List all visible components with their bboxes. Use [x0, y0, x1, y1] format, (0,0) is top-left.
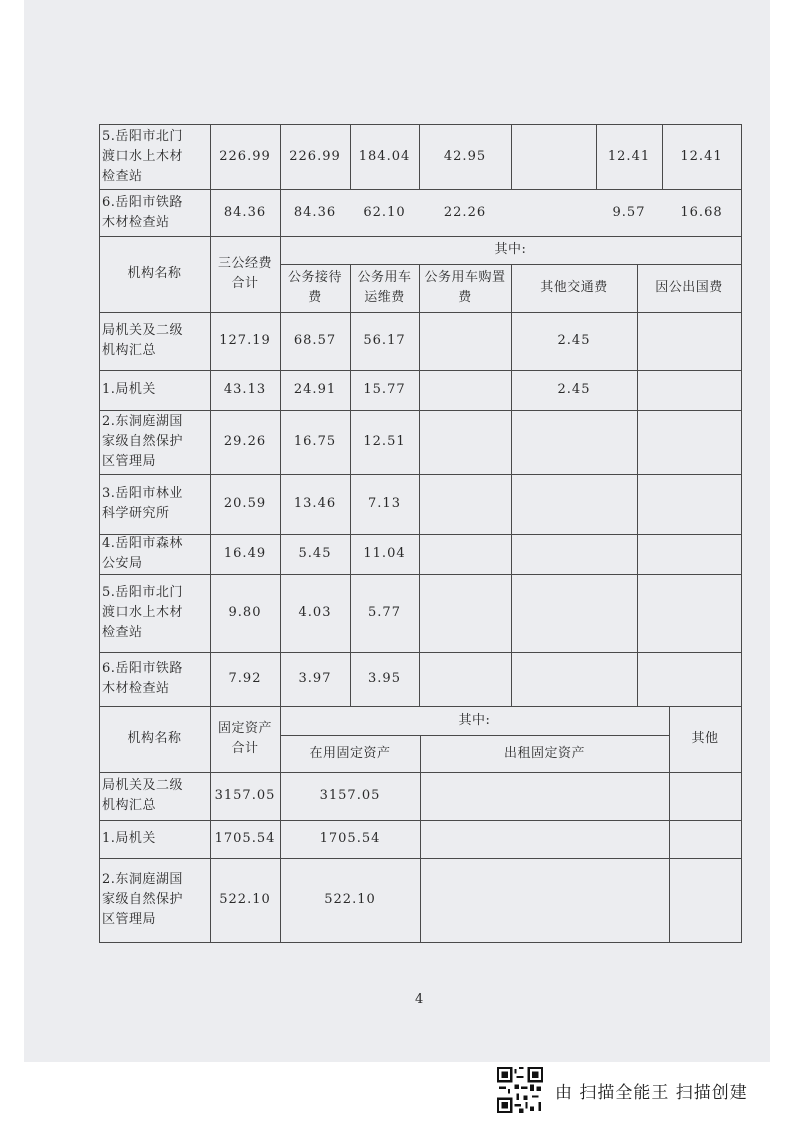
header-vehicle-purchase: 公务用车购置 费 [424, 270, 506, 305]
value-cell: 43.13 [223, 382, 267, 397]
value-cell: 522.10 [219, 892, 271, 907]
value-cell: 4.03 [298, 605, 332, 620]
header-other-transport: 其他交通费 [540, 280, 608, 295]
value-cell: 7.13 [368, 496, 401, 511]
org-name: 局机关及二级 机构汇总 [102, 323, 184, 358]
value-cell: 2.45 [557, 382, 591, 397]
header-qizhong: 其中: [458, 712, 491, 728]
value-cell: 5.45 [298, 546, 332, 561]
org-name: 6.岳阳市铁路 木材检查站 [102, 661, 183, 696]
value-cell: 16.68 [680, 204, 723, 220]
header-sangong-total: 三公经费 合计 [217, 256, 272, 291]
value-cell: 5.77 [368, 605, 401, 620]
header-reception: 公务接待 费 [287, 270, 342, 305]
org-name: 局机关及二级 机构汇总 [102, 778, 184, 813]
value-cell [419, 410, 511, 474]
value-cell: 20.59 [223, 496, 267, 511]
value-cell: 3.97 [298, 671, 332, 686]
value-cell: 2.45 [557, 333, 591, 348]
value-cell [511, 189, 596, 236]
value-cell [511, 652, 637, 706]
value-cell [511, 474, 637, 534]
value-cell [511, 124, 596, 189]
value-cell [420, 820, 669, 858]
value-cell: 9.80 [228, 605, 262, 620]
value-cell: 29.26 [223, 434, 267, 449]
header-org-name: 机构名称 [127, 266, 182, 281]
scanner-watermark [497, 1066, 748, 1114]
value-cell [420, 858, 669, 942]
value-cell: 16.49 [223, 546, 267, 561]
value-cell: 12.51 [363, 434, 406, 449]
value-cell: 184.04 [358, 148, 411, 164]
org-name: 5.岳阳市北门 渡口水上木材 检查站 [102, 585, 184, 640]
value-cell: 84.36 [293, 204, 337, 220]
value-cell [419, 312, 511, 370]
org-name: 5.岳阳市北门 渡口水上木材 检查站 [102, 128, 184, 184]
value-cell: 3157.05 [214, 788, 276, 803]
value-cell: 62.10 [363, 204, 406, 220]
header-qizhong: 其中: [494, 242, 527, 257]
org-name: 6.岳阳市铁路 木材检查站 [102, 194, 183, 230]
org-name: 2.东洞庭湖国 家级自然保护 区管理局 [102, 872, 184, 927]
value-cell: 522.10 [324, 892, 376, 907]
value-cell: 22.26 [443, 204, 487, 220]
value-cell: 11.04 [363, 546, 406, 561]
value-cell: 68.57 [293, 333, 337, 348]
value-cell: 56.17 [363, 333, 406, 348]
value-cell: 127.19 [219, 333, 271, 348]
value-cell [637, 370, 741, 410]
value-cell [669, 820, 741, 858]
page-number: 4 [415, 992, 424, 1007]
value-cell [419, 652, 511, 706]
org-name: 2.东洞庭湖国 家级自然保护 区管理局 [102, 414, 184, 469]
value-cell [511, 410, 637, 474]
value-cell: 9.57 [612, 204, 646, 220]
value-cell: 13.46 [293, 496, 337, 511]
org-name: 4.岳阳市森林 公安局 [102, 536, 183, 571]
value-cell: 7.92 [228, 671, 262, 686]
value-cell [419, 534, 511, 574]
value-cell: 24.91 [293, 382, 337, 397]
qr-code-icon [497, 1067, 543, 1113]
value-cell: 1705.54 [319, 831, 381, 846]
org-name: 1.局机关 [102, 831, 156, 846]
value-cell [511, 534, 637, 574]
value-cell: 42.95 [443, 148, 487, 164]
value-cell: 84.36 [223, 204, 267, 220]
value-cell: 12.41 [680, 148, 723, 164]
org-name: 1.局机关 [102, 382, 156, 397]
value-cell [637, 534, 741, 574]
value-cell [637, 410, 741, 474]
value-cell [419, 370, 511, 410]
value-cell [669, 772, 741, 820]
value-cell [637, 474, 741, 534]
value-cell [637, 574, 741, 652]
value-cell: 226.99 [219, 148, 271, 164]
value-cell [419, 474, 511, 534]
header-assets-total: 固定资产 合计 [217, 721, 272, 756]
watermark-text: 由 扫描全能王 扫描创建 [555, 1082, 748, 1103]
value-cell: 12.41 [607, 148, 651, 164]
header-other: 其他 [691, 731, 719, 746]
value-cell [669, 858, 741, 942]
header-rented: 出租固定资产 [503, 745, 585, 761]
header-vehicle-maint: 公务用车 运维费 [357, 270, 412, 305]
value-cell: 15.77 [363, 382, 406, 397]
data-table [99, 124, 741, 942]
value-cell [420, 772, 669, 820]
value-cell [637, 312, 741, 370]
value-cell: 226.99 [289, 148, 341, 164]
header-in-use: 在用固定资产 [309, 745, 391, 761]
header-org-name: 机构名称 [127, 731, 182, 746]
value-cell: 3157.05 [319, 788, 381, 803]
value-cell: 1705.54 [214, 831, 276, 846]
value-cell [419, 574, 511, 652]
value-cell: 16.75 [293, 434, 337, 449]
value-cell [637, 652, 741, 706]
value-cell: 3.95 [368, 671, 401, 686]
value-cell [511, 574, 637, 652]
org-name: 3.岳阳市林业 科学研究所 [102, 486, 183, 521]
header-abroad: 因公出国费 [655, 280, 723, 295]
